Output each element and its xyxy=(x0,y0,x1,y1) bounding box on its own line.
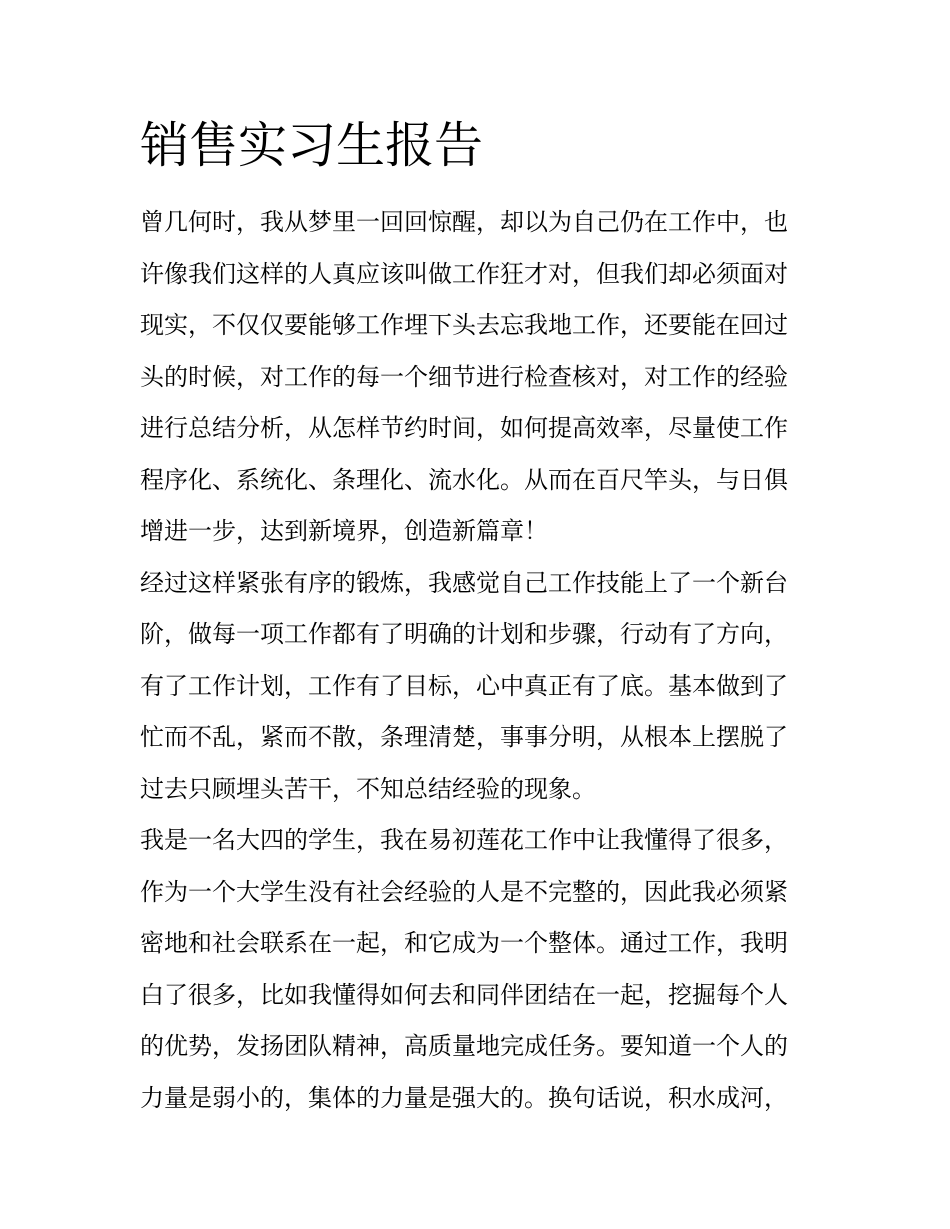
text-line: 密地和社会联系在一起，和它成为一个整体。通过工作，我明 xyxy=(140,929,788,957)
paragraph xyxy=(140,197,820,558)
text-line: 的优势，发扬团队精神，高质量地完成任务。要知道一个人的 xyxy=(140,1032,788,1060)
text-line: 作为一个大学生没有社会经验的人是不完整的，因此我必须紧 xyxy=(140,877,788,906)
paragraph xyxy=(140,558,820,816)
text-line: 忙而不乱，紧而不散，条理清楚，事事分明，从根本上摆脱了 xyxy=(140,723,788,751)
text-line: 力量是弱小的，集体的力量是强大的。换句话说，积水成河， xyxy=(140,1083,788,1112)
text-line: 曾几何时，我从梦里一回回惊醒，却以为自己仍在工作中，也 xyxy=(140,208,788,236)
text-line: 有了工作计划，工作有了目标，心中真正有了底。基本做到了 xyxy=(140,671,788,700)
text-line: 进行总结分析，从怎样节约时间，如何提高效率，尽量使工作 xyxy=(140,414,788,442)
text-line: 经过这样紧张有序的锻炼，我感觉自己工作技能上了一个新台 xyxy=(140,568,788,597)
text-line: 我是一名大四的学生，我在易初莲花工作中让我懂得了很多， xyxy=(140,826,788,854)
text-line: 程序化、系统化、条理化、流水化。从而在百尺竿头，与日俱 xyxy=(140,465,788,494)
paragraph xyxy=(140,815,820,1124)
document-body xyxy=(140,197,820,1124)
text-line: 白了很多，比如我懂得如何去和同伴团结在一起，挖掘每个人 xyxy=(140,980,788,1009)
text-line: 现实，不仅仅要能够工作埋下头去忘我地工作，还要能在回过 xyxy=(140,311,788,339)
text-line: 许像我们这样的人真应该叫做工作狂才对，但我们却必须面对 xyxy=(140,259,788,288)
text-line: 阶，做每一项工作都有了明确的计划和步骤，行动有了方向， xyxy=(140,620,788,648)
text-line: 头的时候，对工作的每一个细节进行检查核对，对工作的经验 xyxy=(140,362,788,391)
text-line: 增进一步，达到新境界，创造新篇章！ xyxy=(140,517,548,545)
text-line: 过去只顾埋头苦干，不知总结经验的现象。 xyxy=(140,774,596,803)
document-title: 销售实习生报告 xyxy=(140,117,484,174)
